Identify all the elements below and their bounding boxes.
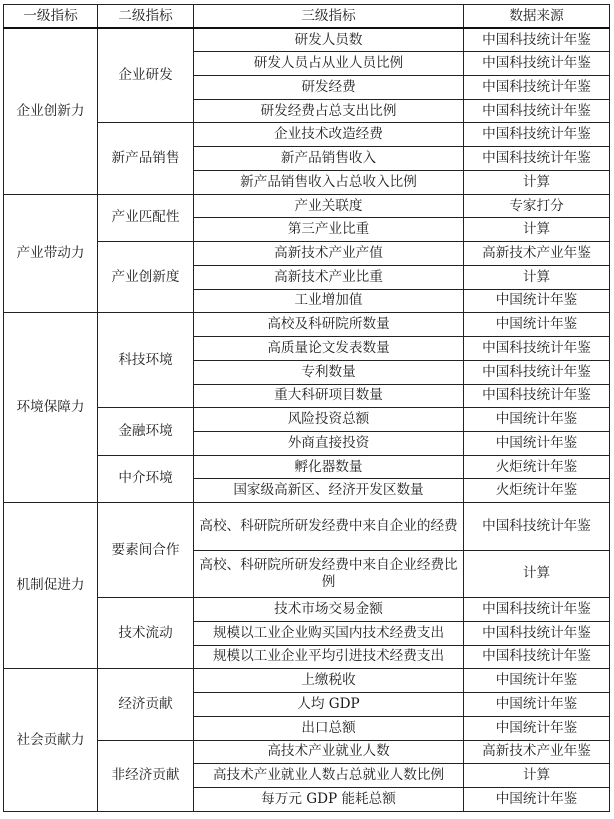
level3-indicator: 高新技术产业比重 bbox=[194, 265, 464, 289]
level1-indicator: 环境保障力 bbox=[4, 313, 98, 503]
level3-indicator: 技术市场交易金额 bbox=[194, 598, 464, 622]
level3-indicator: 高新技术产业产值 bbox=[194, 242, 464, 266]
table-row bbox=[4, 313, 610, 337]
level3-indicator: 上缴税收 bbox=[194, 669, 464, 693]
level2-indicator: 科技环境 bbox=[98, 313, 194, 408]
level3-indicator: 工业增加值 bbox=[194, 289, 464, 313]
data-source: 中国统计年鉴 bbox=[464, 669, 610, 693]
data-source: 中国统计年鉴 bbox=[464, 313, 610, 337]
data-source: 高新技术产业年鉴 bbox=[464, 242, 610, 266]
level3-indicator: 研发经费占总支出比例 bbox=[194, 99, 464, 123]
data-source: 中国科技统计年鉴 bbox=[464, 28, 610, 52]
data-source: 计算 bbox=[464, 170, 610, 194]
data-source: 中国统计年鉴 bbox=[464, 431, 610, 455]
header-row bbox=[4, 5, 610, 29]
data-source: 专家打分 bbox=[464, 194, 610, 218]
header-level2: 二级指标 bbox=[98, 5, 194, 29]
data-source: 计算 bbox=[464, 764, 610, 788]
level3-indicator: 孵化器数量 bbox=[194, 455, 464, 479]
level3-indicator: 国家级高新区、经济开发区数量 bbox=[194, 479, 464, 503]
data-source: 计算 bbox=[464, 550, 610, 597]
level3-indicator: 规模以工业企业购买国内技术经费支出 bbox=[194, 621, 464, 645]
header-source: 数据来源 bbox=[464, 5, 610, 29]
level2-indicator: 要素间合作 bbox=[98, 503, 194, 598]
level3-indicator: 产业关联度 bbox=[194, 194, 464, 218]
level3-indicator: 专利数量 bbox=[194, 360, 464, 384]
level3-indicator: 每万元 GDP 能耗总额 bbox=[194, 788, 464, 812]
data-source: 中国科技统计年鉴 bbox=[464, 75, 610, 99]
level3-indicator: 高校、科研院所研发经费中来自企业的经费 bbox=[194, 503, 464, 550]
level3-indicator: 高质量论文发表数量 bbox=[194, 337, 464, 361]
level3-indicator: 研发人员占从业人员比例 bbox=[194, 52, 464, 76]
level3-indicator: 重大科研项目数量 bbox=[194, 384, 464, 408]
data-source: 中国科技统计年鉴 bbox=[464, 337, 610, 361]
data-source: 中国科技统计年鉴 bbox=[464, 384, 610, 408]
data-source: 中国统计年鉴 bbox=[464, 716, 610, 740]
level1-indicator: 产业带动力 bbox=[4, 194, 98, 313]
data-source: 中国科技统计年鉴 bbox=[464, 360, 610, 384]
level2-indicator: 产业创新度 bbox=[98, 242, 194, 313]
level1-indicator: 机制促进力 bbox=[4, 503, 98, 669]
level2-indicator: 新产品销售 bbox=[98, 123, 194, 194]
level3-indicator: 研发经费 bbox=[194, 75, 464, 99]
level2-indicator: 金融环境 bbox=[98, 408, 194, 455]
level3-indicator: 外商直接投资 bbox=[194, 431, 464, 455]
data-source: 火炬统计年鉴 bbox=[464, 455, 610, 479]
level3-indicator: 研发人员数 bbox=[194, 28, 464, 52]
table-row bbox=[4, 669, 610, 693]
level3-indicator: 规模以工业企业平均引进技术经费支出 bbox=[194, 645, 464, 669]
level3-indicator: 风险投资总额 bbox=[194, 408, 464, 432]
level3-indicator: 企业技术改造经费 bbox=[194, 123, 464, 147]
table-row bbox=[4, 194, 610, 218]
level3-indicator: 高技术产业就业人数 bbox=[194, 740, 464, 764]
data-source: 高新技术产业年鉴 bbox=[464, 740, 610, 764]
level1-indicator: 社会贡献力 bbox=[4, 669, 98, 812]
level2-indicator: 企业研发 bbox=[98, 28, 194, 123]
level3-indicator: 第三产业比重 bbox=[194, 218, 464, 242]
data-source: 中国科技统计年鉴 bbox=[464, 503, 610, 550]
level3-indicator: 高校、科研院所研发经费中来自企业经费比例 bbox=[194, 550, 464, 597]
data-source: 中国科技统计年鉴 bbox=[464, 621, 610, 645]
level3-indicator: 人均 GDP bbox=[194, 693, 464, 717]
data-source: 中国科技统计年鉴 bbox=[464, 598, 610, 622]
indicator-table bbox=[3, 4, 610, 812]
level3-indicator: 出口总额 bbox=[194, 716, 464, 740]
data-source: 中国科技统计年鉴 bbox=[464, 123, 610, 147]
data-source: 中国统计年鉴 bbox=[464, 289, 610, 313]
data-source: 计算 bbox=[464, 218, 610, 242]
data-source: 中国科技统计年鉴 bbox=[464, 147, 610, 171]
data-source: 中国科技统计年鉴 bbox=[464, 99, 610, 123]
table-row bbox=[4, 28, 610, 52]
data-source: 中国科技统计年鉴 bbox=[464, 52, 610, 76]
level2-indicator: 非经济贡献 bbox=[98, 740, 194, 811]
table-row bbox=[4, 503, 610, 550]
data-source: 中国统计年鉴 bbox=[464, 693, 610, 717]
level3-indicator: 新产品销售收入 bbox=[194, 147, 464, 171]
data-source: 火炬统计年鉴 bbox=[464, 479, 610, 503]
level3-indicator: 高校及科研院所数量 bbox=[194, 313, 464, 337]
level2-indicator: 技术流动 bbox=[98, 598, 194, 669]
data-source: 中国统计年鉴 bbox=[464, 408, 610, 432]
level2-indicator: 产业匹配性 bbox=[98, 194, 194, 241]
level3-indicator: 高技术产业就业人数占总就业人数比例 bbox=[194, 764, 464, 788]
table-body bbox=[4, 28, 610, 812]
level3-indicator: 新产品销售收入占总收入比例 bbox=[194, 170, 464, 194]
header-level3: 三级指标 bbox=[194, 5, 464, 29]
header-level1: 一级指标 bbox=[4, 5, 98, 29]
level2-indicator: 经济贡献 bbox=[98, 669, 194, 740]
level2-indicator: 中介环境 bbox=[98, 455, 194, 502]
level1-indicator: 企业创新力 bbox=[4, 28, 98, 194]
data-source: 计算 bbox=[464, 265, 610, 289]
data-source: 中国科技统计年鉴 bbox=[464, 645, 610, 669]
data-source: 中国统计年鉴 bbox=[464, 788, 610, 812]
